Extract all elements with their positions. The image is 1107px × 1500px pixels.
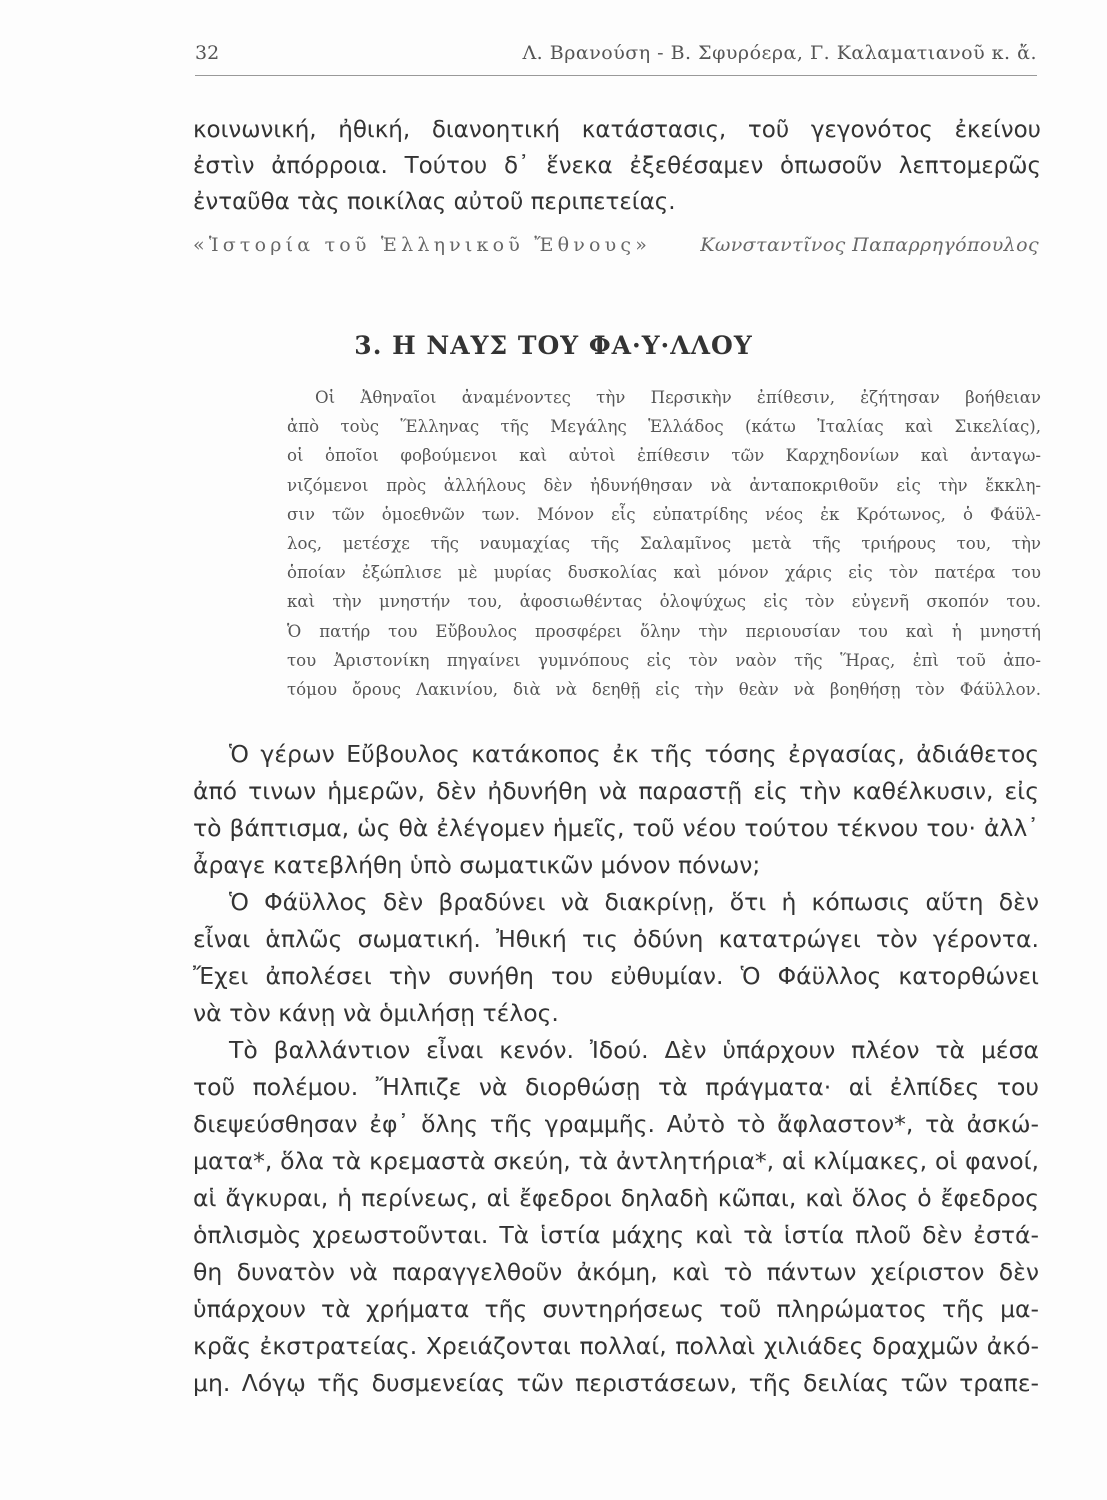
- summary-line: σιν τῶν ὁμοεθνῶν των. Μόνον εἷς εὐπατρίδης νέος ἐκ Κρότωνος, ὁ Φάϋλ-: [287, 504, 1041, 524]
- body-line: ἆραγε κατεβλήθη ὑπὸ σωματικῶν μόνον πόνων;: [193, 851, 761, 879]
- running-title: Λ. Βρανούση - Β. Σφυρόερα, Γ. Καλαματιανοῦ κ. ἄ.: [522, 42, 1037, 64]
- body-paragraph: [193, 736, 1039, 884]
- running-header: [195, 42, 1037, 76]
- summary-line: Οἱ Ἀθηναῖοι ἀναμένοντες τὴν Περσικὴν ἐπίθεσιν, ἐζήτησαν βοήθειαν: [315, 388, 1041, 407]
- source-work-title: «Ἱστορία τοῦ Ἑλληνικοῦ Ἔθνους»: [193, 234, 652, 256]
- summary-line: νιζόμενοι πρὸς ἀλλήλους δὲν ἠδυνήθησαν νὰ ἀνταποκριθοῦν εἰς τὴν ἔκκλη-: [287, 475, 1041, 495]
- body-line: τὸ βάπτισμα, ὡς θὰ ἐλέγομεν ἡμεῖς, τοῦ νέου τούτου τέκνου του· ἀλλ᾽: [193, 814, 1039, 842]
- body-line: τοῦ πολέμου. Ἤλπιζε νὰ διορθώσῃ τὰ πράγματα· αἱ ἐλπίδες του: [193, 1073, 1039, 1101]
- body-line: κρᾶς ἐκστρατείας. Χρειάζονται πολλαί, πολλαὶ χιλιάδες δραχμῶν ἀκό-: [193, 1332, 1039, 1360]
- summary-line: ἀπὸ τοὺς Ἕλληνας τῆς Μεγάλης Ἑλλάδος (κάτω Ἰταλίας καὶ Σικελίας),: [287, 417, 1041, 437]
- body-line: ἀπό τινων ἡμερῶν, δὲν ἠδυνήθη νὰ παραστῇ εἰς τὴν καθέλκυσιν, εἰς: [193, 777, 1039, 805]
- body-line: Ὁ γέρων Εὔβουλος κατάκοπος ἐκ τῆς τόσης ἐργασίας, ἀδιάθετος: [229, 740, 1039, 768]
- summary-line: τόμου ὄρους Λακινίου, διὰ νὰ δεηθῇ εἰς τὴν θεὰν νὰ βοηθήσῃ τὸν Φάϋλλον.: [287, 680, 1041, 700]
- body-line: αἱ ἄγκυραι, ἡ περίνεως, αἱ ἔφεδροι δηλαδὴ κῶπαι, καὶ ὅλος ὁ ἔφεδρος: [193, 1184, 1039, 1212]
- body-line: διεψεύσθησαν ἐφ᾽ ὅλης τῆς γραμμῆς. Αὐτὸ τὸ ἄφλαστον*, τὰ ἀσκώ-: [193, 1110, 1039, 1138]
- chapter-summary: [287, 383, 1041, 704]
- page-number: 32: [195, 42, 220, 64]
- body-line: μη. Λόγῳ τῆς δυσμενείας τῶν περιστάσεων, τῆς δειλίας τῶν τραπε-: [193, 1369, 1039, 1397]
- body-line: εἶναι ἁπλῶς σωματική. Ἠθική τις ὀδύνη κατατρώγει τὸν γέροντα.: [193, 925, 1039, 953]
- body-paragraph: [193, 1032, 1039, 1402]
- body-line: θη δυνατὸν νὰ παραγγελθοῦν ἀκόμη, καὶ τὸ πάντων χείριστον δὲν: [193, 1258, 1039, 1286]
- summary-line: του Ἀριστονίκη πηγαίνει γυμνόπους εἰς τὸν ναὸν τῆς Ἥρας, ἐπὶ τοῦ ἀπο-: [287, 650, 1041, 670]
- intro-line: κοινωνική, ἠθική, διανοητική κατάστασις, τοῦ γεγονότος ἐκείνου: [193, 117, 1041, 143]
- summary-line: λος, μετέσχε τῆς ναυμαχίας τῆς Σαλαμῖνος μετὰ τῆς τριήρους του, τὴν: [287, 534, 1041, 554]
- intro-line: ἐστὶν ἀπόρροια. Τούτου δ᾽ ἕνεκα ἐξεθέσαμεν ὁπωσοῦν λεπτομερῶς: [193, 153, 1041, 179]
- body-line: ὁπλισμὸς χρεωστοῦνται. Τὰ ἱστία μάχης καὶ τὰ ἱστία πλοῦ δὲν ἐστά-: [193, 1221, 1039, 1249]
- summary-line: Ὁ πατήρ του Εὔβουλος προσφέρει ὅλην τὴν περιουσίαν του καὶ ἡ μνηστή: [287, 621, 1041, 641]
- summary-line: ὁποίαν ἐξώπλισε μὲ μυρίας δυσκολίας καὶ μόνον χάρις εἰς τὸν πατέρα του: [287, 563, 1041, 583]
- summary-line: καὶ τὴν μνηστήν του, ἀφοσιωθέντας ὁλοψύχως εἰς τὸν εὐγενῆ σκοπόν του.: [287, 592, 1041, 612]
- body-paragraph: [193, 884, 1039, 1032]
- intro-paragraph: [193, 112, 1041, 220]
- body-line: νὰ τὸν κάνῃ νὰ ὁμιλήσῃ τέλος.: [193, 999, 559, 1027]
- body-text: [193, 736, 1039, 1402]
- section-title: 3. Η ΝΑΥΣ ΤΟΥ ΦΑ·Υ·ΛΛΟΥ: [354, 331, 753, 360]
- body-line: Τὸ βαλλάντιον εἶναι κενόν. Ἰδού. Δὲν ὑπάρχουν πλέον τὰ μέσα: [229, 1036, 1039, 1064]
- body-line: ματα*, ὅλα τὰ κρεμαστὰ σκεύη, τὰ ἀντλητήρια*, αἱ κλίμακες, οἱ φανοί,: [193, 1147, 1039, 1175]
- body-line: ὑπάρχουν τὰ χρήματα τῆς συντηρήσεως τοῦ πληρώματος τῆς μα-: [193, 1295, 1039, 1323]
- source-author: Κωνσταντῖνος Παπαρρηγόπουλος: [700, 234, 1039, 256]
- intro-line: ἐνταῦθα τὰς ποικίλας αὐτοῦ περιπετείας.: [193, 189, 676, 215]
- body-line: Ἔχει ἀπολέσει τὴν συνήθη του εὐθυμίαν. Ὁ Φάϋλλος κατορθώνει: [193, 962, 1039, 990]
- header-rule: [195, 75, 1037, 76]
- summary-line: οἱ ὁποῖοι φοβούμενοι καὶ αὐτοὶ ἐπίθεσιν τῶν Καρχηδονίων καὶ ἀνταγω-: [287, 446, 1041, 466]
- body-line: Ὁ Φάϋλλος δὲν βραδύνει νὰ διακρίνῃ, ὅτι ἡ κόπωσις αὕτη δὲν: [229, 888, 1039, 916]
